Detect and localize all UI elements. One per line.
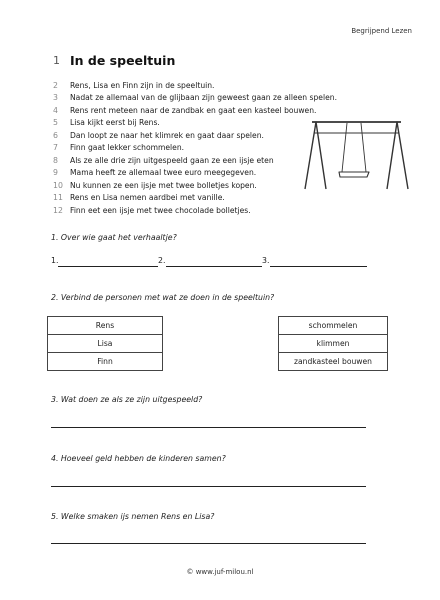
story-line <box>53 167 337 180</box>
activity-cell-schommelen[interactable]: schommelen <box>279 317 388 335</box>
line-number: 11 <box>53 193 63 203</box>
answer-label-2: 2. <box>158 256 166 265</box>
answer-line-3[interactable] <box>270 266 367 267</box>
answer-label-3: 3. <box>262 256 270 265</box>
question-2: 2. Verbind de personen met wat ze doen in de speeltuin? <box>51 293 275 302</box>
activity-cell-klimmen[interactable]: klimmen <box>279 335 388 353</box>
story-line <box>53 179 337 192</box>
line-number: 4 <box>53 105 58 115</box>
line-text: Rens en Lisa nemen aardbei met vanille. <box>70 193 225 203</box>
story-line <box>53 104 337 117</box>
title-number: 1 <box>53 53 60 67</box>
answer-line-q4[interactable] <box>51 486 366 487</box>
answer-label-1: 1. <box>51 256 59 265</box>
persons-table <box>47 316 163 371</box>
line-text: Mama heeft ze allemaal twee euro meegegeven. <box>70 168 257 178</box>
answer-line-1[interactable] <box>58 266 158 267</box>
story-line <box>53 142 337 155</box>
line-text: Nu kunnen ze een ijsje met twee bolletjes kopen. <box>70 180 257 190</box>
line-number: 8 <box>53 155 58 165</box>
question-4: 4. Hoeveel geld hebben de kinderen samen? <box>51 454 226 463</box>
line-text: Nadat ze allemaal van de glijbaan zijn geweest gaan ze alleen spelen. <box>70 93 337 103</box>
activity-cell-zandkasteel[interactable]: zandkasteel bouwen <box>279 353 388 371</box>
line-text: Rens, Lisa en Finn zijn in de speeltuin. <box>70 80 215 90</box>
line-number: 10 <box>53 180 63 190</box>
question-5: 5. Welke smaken ijs nemen Rens en Lisa? <box>51 512 215 521</box>
story-text <box>53 79 337 217</box>
activities-table <box>278 316 388 371</box>
line-text: Dan loopt ze naar het klimrek en gaat daar spelen. <box>70 130 264 140</box>
line-text: Finn eet een ijsje met twee chocolade bolletjes. <box>70 205 251 215</box>
story-line <box>53 129 337 142</box>
line-number: 3 <box>53 93 58 103</box>
question-1: 1. Over wie gaat het verhaaltje? <box>51 233 177 242</box>
question-3: 3. Wat doen ze als ze zijn uitgespeeld? <box>51 395 203 404</box>
line-number: 7 <box>53 143 58 153</box>
line-number: 5 <box>53 118 58 128</box>
swing-illustration <box>303 118 411 190</box>
story-line <box>53 79 337 92</box>
story-line <box>53 92 337 105</box>
line-number: 9 <box>53 168 58 178</box>
person-cell-finn[interactable]: Finn <box>48 353 163 371</box>
story-line <box>53 192 337 205</box>
line-text: Lisa kijkt eerst bij Rens. <box>70 118 160 128</box>
line-text: Rens rent meteen naar de zandbak en gaat een kasteel bouwen. <box>70 105 317 115</box>
answer-line-q5[interactable] <box>51 543 366 544</box>
header-label: Begrijpend Lezen <box>351 27 412 35</box>
story-line <box>53 154 337 167</box>
footer-copyright: © www.juf-milou.nl <box>186 568 254 576</box>
person-cell-rens[interactable]: Rens <box>48 317 163 335</box>
person-cell-lisa[interactable]: Lisa <box>48 335 163 353</box>
answer-line-2[interactable] <box>166 266 262 267</box>
line-text: Als ze alle drie zijn uitgespeeld gaan ze een ijsje eten <box>70 155 274 165</box>
answer-line-q3[interactable] <box>51 427 366 428</box>
line-number: 6 <box>53 130 58 140</box>
page-title: In de speeltuin <box>70 52 176 68</box>
line-number: 12 <box>53 205 63 215</box>
answer-row-names <box>51 256 371 268</box>
title-row <box>53 51 175 69</box>
story-line <box>53 204 337 217</box>
line-number: 2 <box>53 80 58 90</box>
line-text: Finn gaat lekker schommelen. <box>70 143 185 153</box>
story-line <box>53 117 337 130</box>
